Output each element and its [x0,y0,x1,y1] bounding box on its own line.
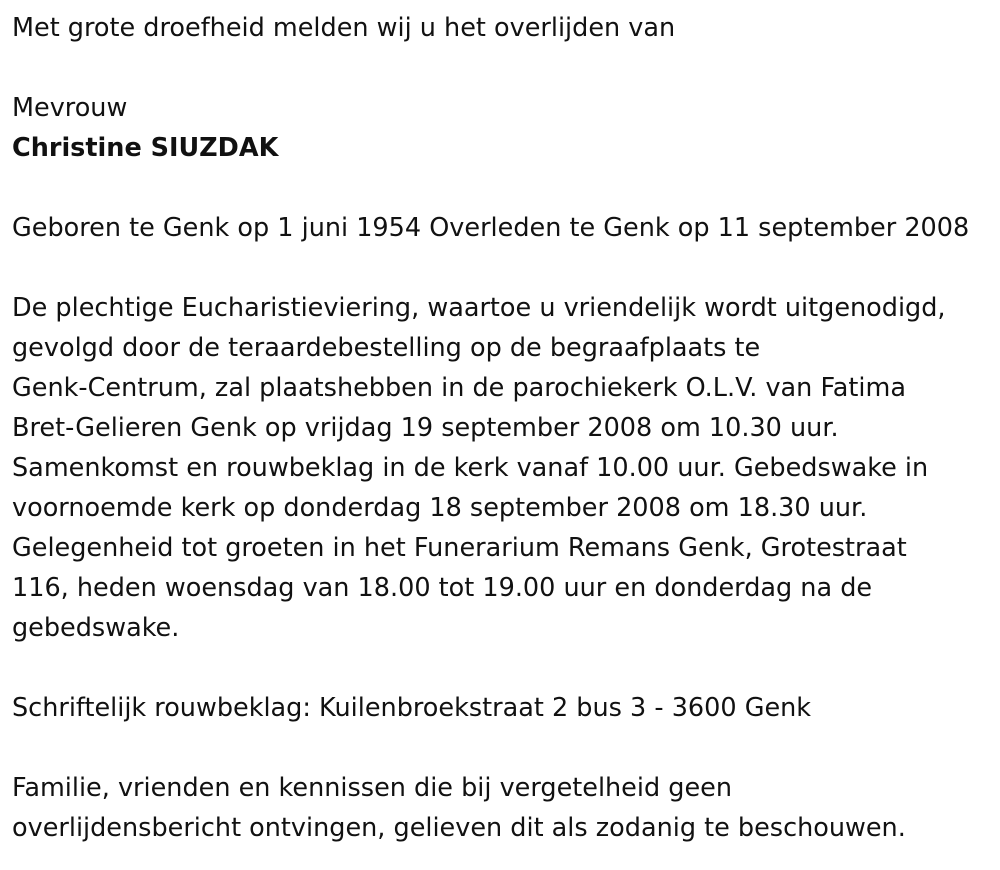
ceremony-line: Genk-Centrum, zal plaatshebben in de parochiekerk O.L.V. van Fatima [12,373,906,403]
spacer [12,728,992,768]
ceremony-line: gevolgd door de teraardebestelling op de begraafplaats te [12,333,761,363]
ceremony-line: voornoemde kerk op donderdag 18 september 2008 om 18.30 uur. [12,493,868,523]
ceremony-line: Gelegenheid tot groeten in het Funerarium Remans Genk, Grotestraat [12,533,907,563]
deceased-name: Christine SIUZDAK [12,133,279,163]
condolence-address: Schriftelijk rouwbeklag: Kuilenbroekstraat 2 bus 3 - 3600 Genk [12,693,812,723]
honorific: Mevrouw [12,93,128,123]
ceremony-line: Samenkomst en rouwbeklag in de kerk vanaf 10.00 uur. Gebedswake in [12,453,929,483]
spacer [12,248,992,288]
spacer [12,48,992,88]
death-notice [12,8,992,848]
spacer [12,168,992,208]
ceremony-line: Bret-Gelieren Genk op vrijdag 19 september 2008 om 10.30 uur. [12,413,839,443]
closing-line: Familie, vrienden en kennissen die bij vergetelheid geen [12,773,732,803]
closing-line: overlijdensbericht ontvingen, gelieven dit als zodanig te beschouwen. [12,813,906,843]
ceremony-line: 116, heden woensdag van 18.00 tot 19.00 uur en donderdag na de [12,573,873,603]
intro-text: Met grote droefheid melden wij u het overlijden van [12,13,676,43]
ceremony-line: gebedswake. [12,613,180,643]
spacer [12,648,992,688]
birth-death-line: Geboren te Genk op 1 juni 1954 Overleden te Genk op 11 september 2008 [12,213,970,243]
ceremony-paragraph [12,288,992,648]
closing-paragraph [12,768,992,848]
ceremony-line: De plechtige Eucharistieviering, waartoe u vriendelijk wordt uitgenodigd, [12,293,946,323]
